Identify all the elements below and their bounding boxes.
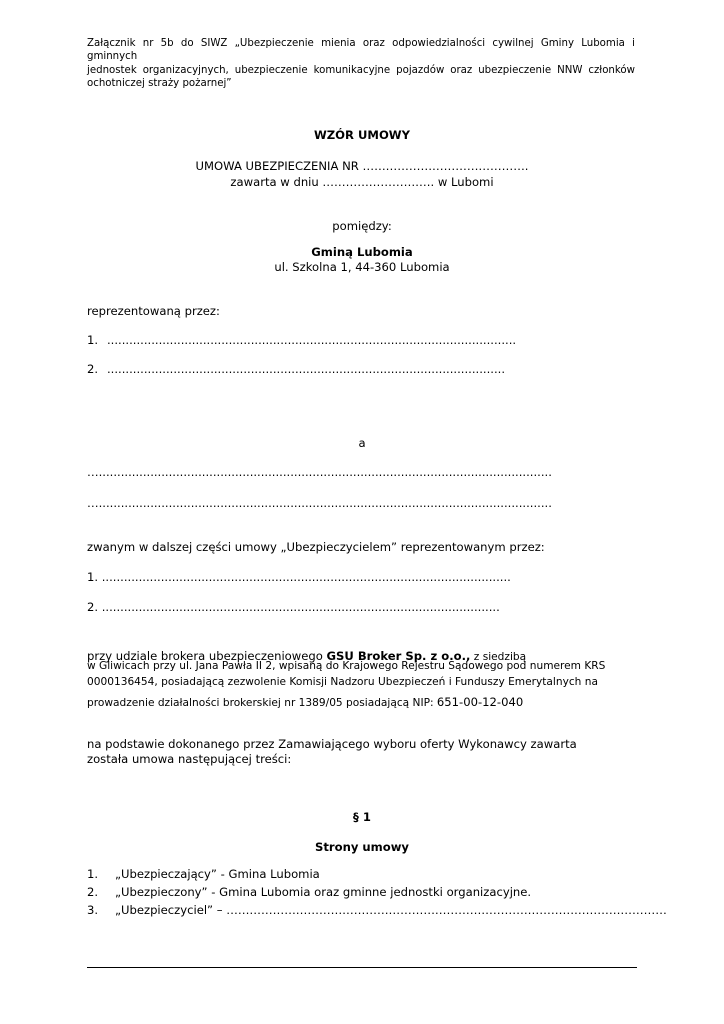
- header-line-3: ochotniczej straży pożarnej”: [87, 78, 232, 90]
- represented-by-label: reprezentowaną przez:: [87, 304, 220, 318]
- broker-line-3: 0000136454, posiadającą zezwolenie Komisji Nadzoru Ubezpieczeń i Funduszy Emerytalnych na: [87, 676, 598, 688]
- header-line-1: Załącznik nr 5b do SIWZ „Ubezpieczenie mienia oraz odpowiedzialności cywilnej Gminy Lubomia i gminnych: [87, 38, 635, 63]
- basis-line-2: została umowa następującej treści:: [87, 752, 292, 766]
- broker-prefix: przy udziale brokera ubezpieczeniowego: [87, 649, 327, 663]
- section-symbol: § 1: [353, 810, 371, 824]
- rep1-number-1: 1.: [87, 333, 99, 347]
- party1-address: ul. Szkolna 1, 44-360 Lubomia: [274, 260, 450, 274]
- and-label: a: [358, 436, 366, 450]
- section-item-1-number: 1.: [87, 867, 99, 881]
- broker-suffix: z siedzibą: [470, 651, 527, 663]
- footer-divider: [87, 967, 637, 968]
- section-item-1-text: „Ubezpieczający” - Gmina Lubomia: [115, 867, 320, 881]
- insurer-intro: zwanym w dalszej części umowy „Ubezpieczycielem” reprezentowanym przez:: [87, 540, 545, 554]
- document-title: WZÓR UMOWY: [313, 128, 410, 142]
- section-item-2-text: „Ubezpieczony” - Gmina Lubomia oraz gminne jednostki organizacyjne.: [115, 885, 532, 899]
- section-item-1: [87, 867, 320, 881]
- contract-number-line: UMOWA UBEZPIECZENIA NR …………………………………….: [195, 159, 529, 173]
- rep1-line-2: [87, 362, 505, 376]
- party2-line-2: …...........................................................................................................................: [87, 496, 552, 510]
- broker-line-2: w Gliwicach przy ul. Jana Pawła II 2, wpisaną do Krajowego Rejestru Sądowego pod numerem KRS: [87, 660, 606, 672]
- section-item-2: [87, 885, 531, 899]
- attachment-header: [87, 37, 635, 91]
- broker-line-4: [87, 691, 523, 710]
- broker-line-4-text: prowadzenie działalności brokerskiej nr 1389/05 posiadającą NIP:: [87, 697, 437, 709]
- header-line-2: jednostek organizacyjnych, ubezpieczenie komunikacyjne pojazdów oraz ubezpieczenie NNW członków: [87, 64, 635, 76]
- rep1-number-2: 2.: [87, 362, 99, 376]
- basis-line-1: na podstawie dokonanego przez Zamawiającego wyboru oferty Wykonawcy zawarta: [87, 737, 577, 751]
- section-item-3-text: „Ubezpieczyciel” – ……………………………………………………………………………………………………: [115, 903, 667, 917]
- rep2-line-1: 1. ...............................................................................................................: [87, 570, 511, 584]
- contract-date-line: zawarta w dniu ……………………….. w Lubomi: [230, 175, 494, 189]
- section-item-2-number: 2.: [87, 885, 99, 899]
- section-item-3-number: 3.: [87, 903, 99, 917]
- between-label: pomiędzy:: [332, 219, 392, 233]
- broker-nip: 651-00-12-040: [436, 695, 524, 709]
- party1-name: Gminą Lubomia: [311, 245, 413, 259]
- rep1-dots-2: ............................................................................................................: [107, 362, 506, 376]
- section-item-3: [87, 903, 667, 917]
- rep1-dots-1: ...............................................................................................................: [107, 333, 517, 347]
- rep2-line-2: 2. ............................................................................................................: [87, 600, 500, 614]
- rep1-line-1: [87, 333, 516, 347]
- section-heading: Strony umowy: [315, 840, 409, 854]
- party2-line-1: …...........................................................................................................................: [87, 465, 552, 479]
- broker-name: GSU Broker Sp. z o.o.,: [326, 649, 471, 663]
